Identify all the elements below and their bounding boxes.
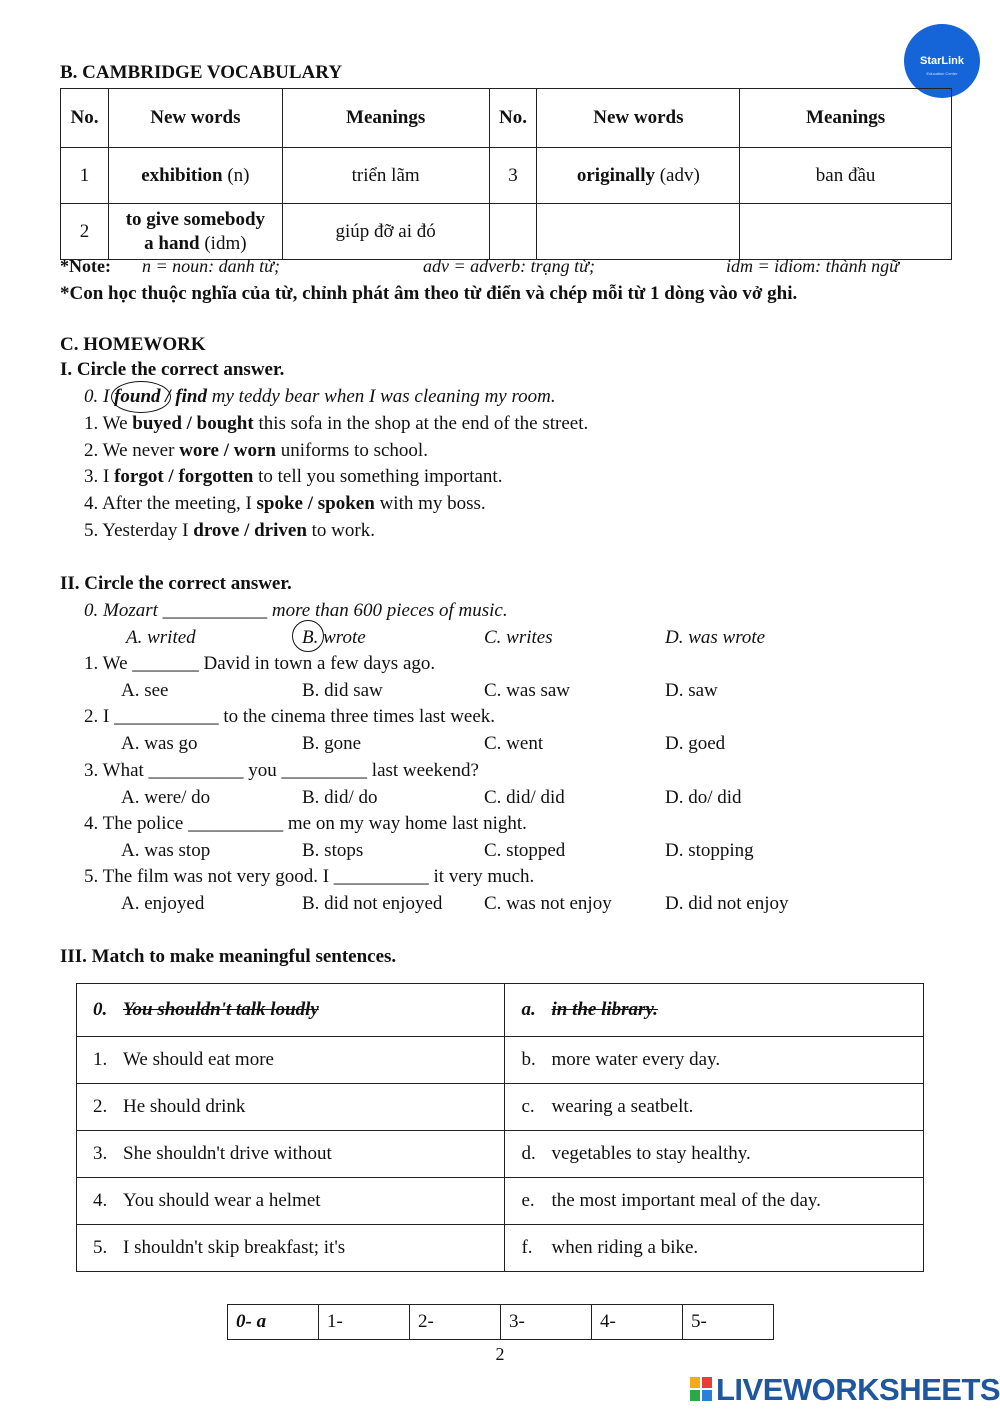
answer-option[interactable]: C. writes bbox=[484, 627, 553, 648]
answer-option[interactable]: D. goed bbox=[665, 733, 726, 754]
word-choice[interactable]: wore / worn bbox=[179, 440, 276, 461]
answer-option[interactable]: D. stopping bbox=[665, 840, 754, 861]
part1-item: 4. After the meeting, I spoke / spoken with my boss. bbox=[84, 493, 486, 514]
answer-option[interactable]: C. was not enjoy bbox=[484, 893, 612, 914]
part1-item: 2. We never wore / worn uniforms to school. bbox=[84, 440, 428, 461]
match-right: c. wearing a seatbelt. bbox=[505, 1084, 924, 1131]
example-answer-circle bbox=[111, 381, 171, 413]
logo-subtitle: Education Center bbox=[926, 71, 958, 76]
vocab-no: 3 bbox=[489, 148, 537, 204]
answer-option[interactable]: B. wrote bbox=[302, 627, 366, 648]
answer-option[interactable]: A. see bbox=[121, 680, 169, 701]
vocab-word: exhibition (n) bbox=[108, 148, 282, 204]
match-left: 2. He should drink bbox=[77, 1084, 505, 1131]
header-no: No. bbox=[61, 89, 109, 148]
vocab-word bbox=[537, 204, 740, 260]
answer-option[interactable]: D. saw bbox=[665, 680, 718, 701]
part1-item: 5. Yesterday I drove / driven to work. bbox=[84, 520, 375, 541]
part2-question: 4. The police __________ me on my way home last night. bbox=[84, 813, 527, 834]
word-choice[interactable]: buyed / bought bbox=[132, 413, 254, 434]
part2-question: 1. We _______ David in town a few days ago. bbox=[84, 653, 436, 674]
matching-row bbox=[77, 1084, 924, 1131]
word-choice[interactable]: forgot / forgotten bbox=[114, 466, 254, 487]
part3-title: III. Match to make meaningful sentences. bbox=[60, 946, 397, 967]
header-meanings: Meanings bbox=[740, 89, 952, 148]
match-right: d. vegetables to stay healthy. bbox=[505, 1131, 924, 1178]
answer-option[interactable]: B. did not enjoyed bbox=[302, 893, 443, 914]
answer-key-table bbox=[227, 1304, 774, 1340]
answer-cell[interactable]: 1- bbox=[319, 1305, 410, 1340]
watermark-text: LIVEWORKSHEETS bbox=[716, 1372, 1000, 1407]
vocab-meaning: giúp đỡ ai đó bbox=[282, 204, 489, 260]
vocab-no: 1 bbox=[61, 148, 109, 204]
matching-row bbox=[77, 1131, 924, 1178]
header-no: No. bbox=[489, 89, 537, 148]
match-right: e. the most important meal of the day. bbox=[505, 1178, 924, 1225]
matching-row bbox=[77, 984, 924, 1037]
part2-question: 2. I ___________ to the cinema three times last week. bbox=[84, 706, 496, 727]
part2-question: 5. The film was not very good. I __________ it very much. bbox=[84, 866, 535, 887]
answer-option[interactable]: B. did/ do bbox=[302, 787, 378, 808]
vocabulary-table bbox=[60, 88, 952, 260]
answer-option[interactable]: A. were/ do bbox=[121, 787, 211, 808]
match-left: 1. We should eat more bbox=[77, 1037, 505, 1084]
vocab-word: originally (adv) bbox=[537, 148, 740, 204]
answer-option[interactable]: C. stopped bbox=[484, 840, 566, 861]
answer-option[interactable]: A. was go bbox=[121, 733, 198, 754]
logo-text: StarLink bbox=[919, 55, 964, 67]
answer-option[interactable]: D. do/ did bbox=[665, 787, 742, 808]
matching-table bbox=[76, 983, 924, 1272]
part1-title: I. Circle the correct answer. bbox=[60, 359, 285, 380]
header-new-words: New words bbox=[537, 89, 740, 148]
vocab-word: to give somebody a hand (idm) bbox=[108, 204, 282, 260]
match-left: 3. She shouldn't drive without bbox=[77, 1131, 505, 1178]
vocab-row bbox=[61, 204, 952, 260]
answer-option[interactable]: C. went bbox=[484, 733, 544, 754]
answer-option[interactable]: B. gone bbox=[302, 733, 362, 754]
note-noun: n = noun: danh từ; bbox=[142, 256, 280, 276]
answer-cell[interactable]: 3- bbox=[501, 1305, 592, 1340]
vocab-row bbox=[61, 148, 952, 204]
vocab-header-row bbox=[61, 89, 952, 148]
vocab-no: 2 bbox=[61, 204, 109, 260]
starlink-logo bbox=[904, 24, 980, 98]
part1-item: 1. We buyed / bought this sofa in the shop at the end of the street. bbox=[84, 413, 589, 434]
note-adverb: adv = adverb: trạng từ; bbox=[423, 256, 595, 276]
match-right: b. more water every day. bbox=[505, 1037, 924, 1084]
answer-cell[interactable]: 5- bbox=[683, 1305, 774, 1340]
match-right: f. when riding a bike. bbox=[505, 1225, 924, 1272]
header-meanings: Meanings bbox=[282, 89, 489, 148]
note-label: *Note: bbox=[60, 256, 111, 276]
match-right: a. in the library. bbox=[505, 984, 924, 1037]
note-idiom: idm = idiom: thành ngữ bbox=[726, 256, 899, 276]
answer-option[interactable]: C. was saw bbox=[484, 680, 571, 701]
match-left: 4. You should wear a helmet bbox=[77, 1178, 505, 1225]
match-left: 5. I shouldn't skip breakfast; it's bbox=[77, 1225, 505, 1272]
answer-option[interactable]: A. was stop bbox=[121, 840, 211, 861]
vocabulary-title: B. CAMBRIDGE VOCABULARY bbox=[60, 62, 343, 83]
answer-option[interactable]: C. did/ did bbox=[484, 787, 565, 808]
part2-question: 0. Mozart ___________ more than 600 pieces of music. bbox=[84, 600, 508, 621]
vocab-instruction: *Con học thuộc nghĩa của từ, chỉnh phát âm theo từ điển và chép mỗi từ 1 dòng vào vở ghi. bbox=[60, 283, 798, 304]
header-new-words: New words bbox=[108, 89, 282, 148]
matching-row bbox=[77, 1178, 924, 1225]
vocab-meaning: ban đầu bbox=[740, 148, 952, 204]
part1-item: 3. I forgot / forgotten to tell you something important. bbox=[84, 466, 503, 487]
answer-cell[interactable]: 2- bbox=[410, 1305, 501, 1340]
example-answer-circle bbox=[292, 620, 324, 652]
part2-question: 3. What __________ you _________ last weekend? bbox=[84, 760, 479, 781]
answer-option[interactable]: D. did not enjoy bbox=[665, 893, 789, 914]
word-choice[interactable]: drove / driven bbox=[193, 520, 307, 541]
part2-title: II. Circle the correct answer. bbox=[60, 573, 292, 594]
word-choice[interactable]: spoke / spoken bbox=[256, 493, 375, 514]
answer-cell: 0- a bbox=[228, 1305, 319, 1340]
vocab-meaning bbox=[740, 204, 952, 260]
match-left: 0. You shouldn't talk loudly bbox=[77, 984, 505, 1037]
example-answer: found bbox=[114, 386, 161, 407]
answer-option[interactable]: D. was wrote bbox=[665, 627, 766, 648]
matching-row bbox=[77, 1037, 924, 1084]
vocab-no bbox=[489, 204, 537, 260]
page-number: 2 bbox=[495, 1344, 505, 1364]
matching-row bbox=[77, 1225, 924, 1272]
answer-cell[interactable]: 4- bbox=[592, 1305, 683, 1340]
answer-option[interactable]: A. writed bbox=[126, 627, 196, 648]
part1-example: 0. I found / find my teddy bear when I was cleaning my room. bbox=[84, 386, 556, 407]
homework-title: C. HOMEWORK bbox=[60, 334, 206, 355]
answer-option[interactable]: B. did saw bbox=[302, 680, 383, 701]
vocab-note bbox=[60, 256, 960, 277]
answer-option[interactable]: A. enjoyed bbox=[121, 893, 205, 914]
vocab-meaning: triển lãm bbox=[282, 148, 489, 204]
liveworksheets-watermark bbox=[690, 1372, 1000, 1408]
liveworksheets-logo-icon bbox=[690, 1377, 714, 1403]
answer-option[interactable]: B. stops bbox=[302, 840, 364, 861]
